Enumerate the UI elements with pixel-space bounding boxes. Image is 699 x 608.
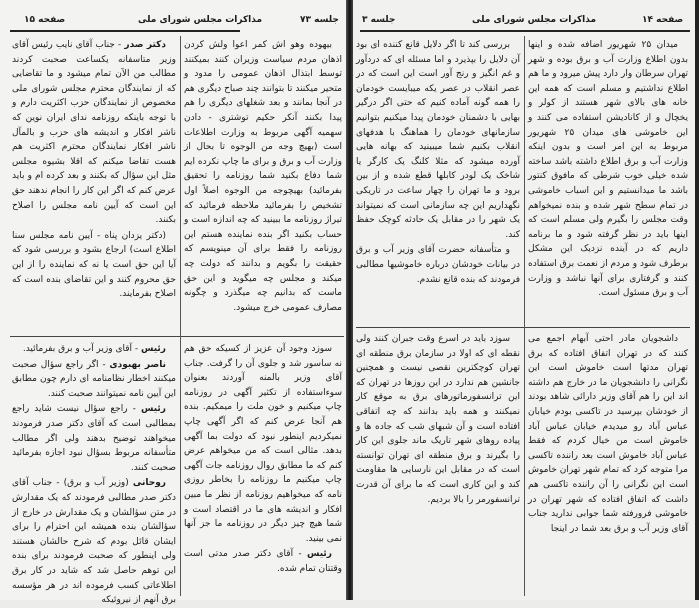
paragraph — [528, 332, 688, 536]
column-left-bottom — [12, 342, 176, 606]
paragraph — [12, 358, 176, 402]
paragraph — [184, 547, 342, 576]
page-header-title: مذاکرات مجلس شورای ملی — [138, 15, 263, 25]
column-left-top — [12, 38, 176, 330]
session-number: جلسه ۷۳ — [300, 15, 339, 25]
column-right-bottom — [184, 342, 342, 597]
column-right-bottom — [528, 332, 688, 596]
paragraph — [356, 38, 520, 242]
book-spine — [346, 0, 353, 600]
paragraph-text: - آقای دکتر صدر مدتی است وقتتان تمام شده. — [184, 549, 342, 574]
column-right-top — [528, 38, 688, 322]
paragraph — [12, 342, 176, 357]
paragraph — [12, 402, 176, 475]
column-divider — [524, 36, 525, 596]
paragraph-text: - اگر راجع سؤال صحبت میکنند اخطار نظامنامه ای دارم چون مطابق این آیین نامه نمیتوانند صحبت کنند. — [12, 359, 176, 399]
column-left-top — [356, 38, 520, 322]
paragraph-text: سوزد باید در اسرع وقت جبران کنند ولی نقطه ای که اولا در سازمان برق منطقه ای تهران کوچکترین نقصی نیست و همچنین جانشین هم ندارد در این روزها در تهران که این ترانسفورماتورهای برق به موقع کار نمیکنند و همه باید بدانند که چه اتفاقی افتاده است و آن شبهای شب که جاده ها و پیاده روهای شهر تاریک ماند جلوی این کار را بگیرند و برق منطقه ای تهران توانسته است که در مقابل این نارسایی ها مقاومت کند و این کاری است که ما برای آن قدرت ترانسفورمر را بالا بردیم. — [356, 334, 520, 505]
left-page — [0, 0, 347, 606]
speaker-name: روحانی — [132, 478, 166, 489]
paragraph-text: (دکتر یزدان پناه - آیین نامه مجلس سنا اطلاع است) ارجاع بشود و بررسی شود که آیا این حق است یا نه که نماینده را از این حق محروم کنند و این تقاضای بنده است که اصلاح بفرمایند. — [12, 230, 176, 300]
scan-edge — [695, 0, 699, 600]
paragraph-text: و متأسفانه حضرت آقای وزیر آب و برق در بیانات خودشان درباره خاموشیها مطالبی فرمودند که بنده قانع نشدم. — [356, 245, 520, 285]
speaker-name: رئیس — [141, 344, 166, 354]
speaker-name: رئیس — [307, 549, 332, 560]
paragraph-text: سوزد وجود آن عزیز از کسیکه حق هم نه ساسور شد و جلوی آن را گرفت. جناب آقای وزیر بالمنه آوردند بعنوان سوءاستفاده از تکثیر آگهی در روزنامه چاپ میکنیم و خون ملت را میمکیم. بنده هم آنجا عرض کنم که اگر آگهی چاپ نمیکردیم اینطور نبود که دولت بما آگهی بدهد. مثالی است که من میخواهم عرض کنم که ما مطابق روال روزنامه جات آگهی چاپ میکنیم ما روزنامه را بخاطر روزی نامه که میخواهیم روزنامه از نظر ما مبین افکار و اندیشه های ما در اقتصاد است و شما هیچ چیز دیگر در روزنامه ما جز آنها نمی بینید. — [184, 344, 342, 544]
paragraph-text: میدان ۲۵ شهریور اضافه شده و اینها بدون اطلاع وزارت آب و برق بوده و شهر تهران سرطان وار دارد پیش میرود و ما هم اطلاع نداشتیم و مسلم است که همه این خانه های بالای شهر هستند از کولر و یخچال و از کانادیشن استفاده می کنند و این خاموشی های میدان ۲۵ شهریور مربوط به این امر است و بدون اینکه وزارت آب و برق اطلاع داشته باشد ساخته شده خیلی خوب شرطی که مافوق کنتور باشد ما میدانستیم و این اسباب خاموشی در تمام سطح شهر شده و بنده نمیخواهم وقت مجلس را بگیرم ولی مسلم است که اینها باید در نظر گرفته شود و ما برنامه داریم که در آینده نزدیک این مشکل برطرف شود و مردم از نعمت برق استفاده کنند و گرفتاری برای آنها نباشد و وزارت آب و برق مسئول است. — [528, 40, 688, 299]
paragraph — [12, 229, 176, 302]
paragraph-text: بررسی کند تا اگر دلایل قانع کننده ای بود آن دلایل را بپذیرد و اما مسئله ای که دردآور و غم انگیز و رنج آور است این است که در عصر انقلاب در عصر یکه میبایست خودمان را همه گونه آماده کنیم که حتی اگر درگیر بهایی با دشمنان خودمان پیدا میکنیم بتوانیم سازمانهای خودمان را هماهنگ با هدفهای انقلاب بکنیم شما میبینید که بهانه هایی آورده میشود که مثلا کلنگ یک کارگر یا شاخک یک لودر کابلها قطع شده و از بین برود و ما تهران را چهار ساعت در تاریکی نگهداریم این چه سازمانی است که نمیتواند یک شهر را در مقابل یک حادثه کوچک حفظ کند. — [356, 40, 520, 240]
section-divider — [10, 336, 344, 337]
paragraph — [184, 38, 342, 315]
paragraph-text: (وزیر آب و برق) - جناب آقای دکتر صدر مطالبی فرمودند که یک مقدارش در متن سؤالشان و یک مقدارش در خارج از سؤالشان بنده همیشه این احترام را برای ایشان قائل بودم که شرح حالشان هستند ولی اینطور که صحبت فرمودند برای بنده این توهم حاصل شد که شاید در کار برق اطلاعاتی کسب فرموده اند در هر مؤسسه برق آنهم از نیروئیکه — [12, 478, 176, 606]
section-divider — [356, 327, 690, 328]
paragraph-text: داشجویان مادر احتی آبهام اجمع می کنند که در تهران اتفاق افتاده که برق تهران مدتها است خاموش است این نگرانی را دانشجویان ما در خارج هم داشته اند این را هم آقای وزیر دارائی شاهد بودند از خودشان بپرسید در تاکسی بودم خیابان عباس آباد رو میدیدم خیابان عباس آباد خاموش است من خیال کردم که فقط عباس آباد خاموش است بعد راننده تاکسی مرا متوجه کرد که تمام شهر تهران خاموش است این نگرانی را آن راننده تاکسی هم داشت که اتفاق افتاده که شهر تهران در خاموشی فرورفته شما جوابی ندارید جناب آقای وزیر آب و برق بعد شما در اینجا — [528, 334, 688, 534]
paragraph — [356, 332, 520, 507]
paragraph-text: بیهوده وهو اش کمر اعوا ولش کردن اذهان مردم سیاست وزیران کنند بمیکنند توسط ابتذال اذهان عمومی را مدود و متحیر میکنند تا بتوانند چند صباح دیگری هم در آنجا بمانند و بعد شغلهای دیگری را هم پیدا بکنند آنکر حکیم توشتری - دادن سهمیه آگهی مربوط به وزارت اطلاعات است (بهیچ وجه من الوجوه تا بحال از وزارت آب و برق و برای ما چاپ نکرده ایم شما دفاع بکنید شما روزنامه را تحقیق بفرمائید) بهیچوجه من الوجوه اصلاً اول تشخیص را بفرمائید ملاحظه فرمائید که تیراژ روزنامه ما ببینید که چه اندازه است و حساب بکنید اگر بنده نماینده هستم این روزنامه را فقط برای آن مینویسم که حقیقت را بگویم و بدانند که دولت چه میکند و مجلس چه میگوید و این حق ماست که بدانیم چه میگذرد و چگونه مصارف عمومی خرج میشود. — [184, 40, 342, 313]
paragraph — [184, 342, 342, 546]
paragraph — [12, 476, 176, 607]
right-page — [352, 0, 699, 600]
session-number: جلسه ۳ — [362, 15, 396, 25]
speaker-name: ناصر بهبودی — [109, 359, 166, 370]
column-right-top — [184, 38, 342, 330]
paragraph — [356, 243, 520, 287]
paragraph — [528, 38, 688, 301]
paragraph-text: - آقای وزیر آب و برق بفرمائید. — [22, 344, 142, 354]
speaker-name: رئیس — [141, 404, 166, 415]
paragraph-text: - جناب آقای نایب رئیس آقای وزیر متاسفانه یکساعت صحبت کردند مطالب من الآن تمام میشود و ما تقاضایی که از نمایندگان محترم مجلس شورای ملی مخصوص از نمایندگان حزب اکثریت دارم و با توجه باینکه روزنامه ندای ایران نوین که ناشر افکار و اندیشه های حزب و بالمآل ناشر افکار نمایندگان محترم اکثریت هم هست تقاضا میکنم که اقلا بشیوه مجلس مثل این سؤال که بکنند و بعد کرده ام و باید عرض کنم که اگر این کار را انجام ندهند حق این است که آیین نامه مجلس را اصلاح بکنند. — [12, 40, 176, 226]
paragraph — [12, 38, 176, 228]
page-header-title: مذاکرات مجلس شورای ملی — [472, 15, 597, 25]
page-number: صفحه ۱۵ — [24, 15, 66, 25]
header-rule — [360, 30, 690, 32]
speaker-name: دکتر صدر — [124, 40, 167, 50]
column-left-bottom — [356, 332, 520, 596]
page-number: صفحه ۱۴ — [642, 15, 684, 25]
header-rule — [10, 30, 240, 32]
column-divider — [180, 36, 181, 596]
paragraph-text: - راجع سؤال نیست شاید راجع بمطالبی است که آقای دکتر صدر فرمودند میخواهند توضیح بدهند ولی اگر مطالب متأسفانه مربوط بسؤال نبود اجازه بفرمائید صحبت کنند. — [12, 404, 176, 473]
